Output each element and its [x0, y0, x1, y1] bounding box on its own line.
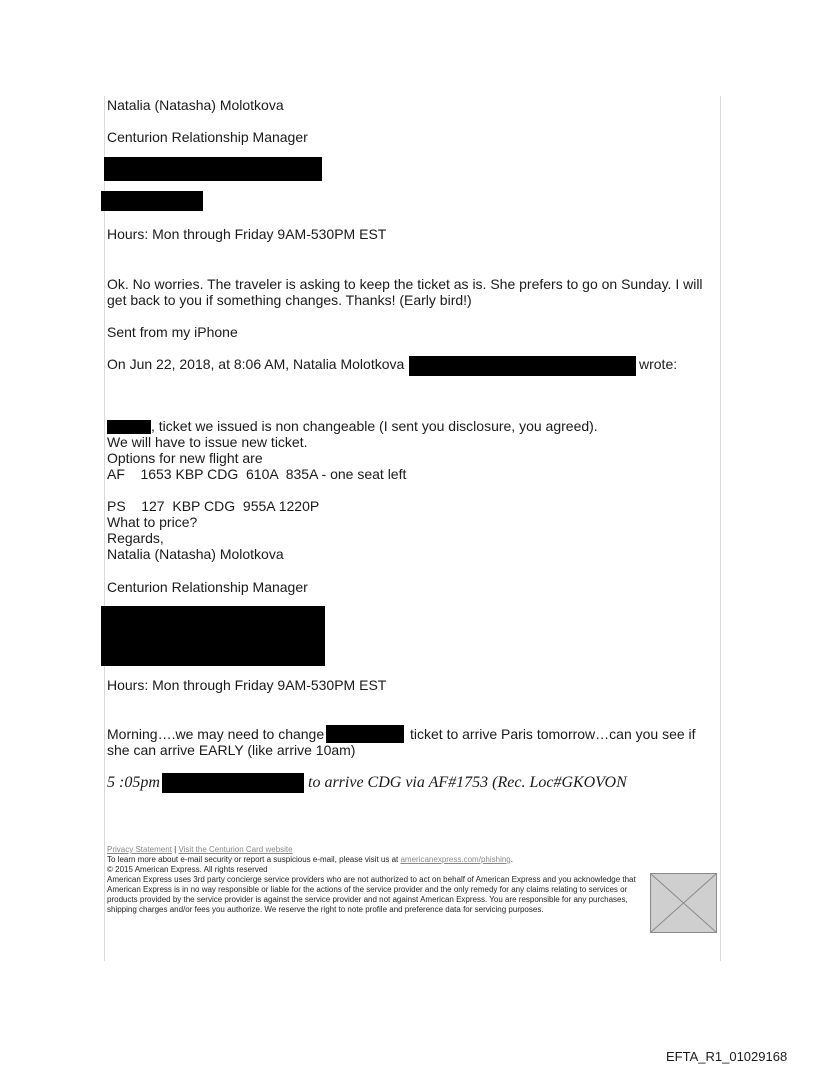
redacted-name	[326, 725, 404, 743]
flight-option-2: PS 127 KBP CDG 955A 1220P	[107, 498, 320, 514]
note-text: to arrive CDG via AF#1753 (Rec. Loc#GKOVON	[308, 774, 627, 791]
signature-hours: Hours: Mon through Friday 9AM-530PM EST	[107, 226, 387, 242]
centurion-website-link[interactable]: Visit the Centurion Card website	[178, 845, 293, 854]
security-text: To learn more about e-mail security or report a suspicious e-mail, please visit us at	[107, 855, 401, 864]
security-period: .	[510, 855, 513, 864]
quoted-line-3: Options for new flight are	[107, 450, 263, 466]
quote-header-post: wrote:	[639, 356, 678, 372]
disclaimer: American Express uses 3rd party concierge service providers who are not authorized to act on behalf of American Express and you acknowledge that American Express is in no way responsible or liable for the actions of the service provider and the only remedy for any claims relating to services or products provided by the service provider is against the service provider and not against American Express. You are responsible for any purchases, shipping charges and/or fees you authorize. We reserve the right to note profile and preference data for servicing purposes.	[107, 875, 636, 914]
redacted-name	[162, 773, 304, 793]
phishing-link[interactable]: americanexpress.com/phishing	[400, 855, 511, 864]
signature-title: Centurion Relationship Manager	[107, 129, 308, 145]
signature-name: Natalia (Natasha) Molotkova	[107, 97, 284, 113]
redaction-block	[104, 157, 322, 181]
quote-header-pre: On Jun 22, 2018, at 8:06 AM, Natalia Molotkova	[107, 356, 405, 372]
reply-line-2: get back to you if something changes. Thanks! (Early bird!)	[107, 292, 472, 308]
reply-line-1: Ok. No worries. The traveler is asking to keep the ticket as is. She prefers to go on Sunday. I will	[107, 276, 703, 292]
broken-image-placeholder	[650, 873, 717, 933]
original-line-1-post: ticket to arrive Paris tomorrow…can you see if	[410, 726, 696, 742]
quoted-line-1: , ticket we issued is non changeable (I sent you disclosure, you agreed).	[151, 418, 598, 434]
redaction-block	[101, 191, 203, 211]
quoted-signature-hours: Hours: Mon through Friday 9AM-530PM EST	[107, 677, 387, 693]
quoted-line-2: We will have to issue new ticket.	[107, 434, 308, 450]
image-placeholder-icon	[651, 874, 716, 932]
quoted-signature-name: Natalia (Natasha) Molotkova	[107, 546, 284, 562]
sent-from: Sent from my iPhone	[107, 324, 238, 340]
quoted-line-7: Regards,	[107, 530, 164, 546]
quoted-line-6: What to price?	[107, 514, 198, 530]
redacted-email	[409, 356, 636, 376]
privacy-statement-link[interactable]: Privacy Statement	[107, 845, 172, 854]
original-line-1-pre: Morning….we may need to change	[107, 726, 325, 742]
original-line-2: she can arrive EARLY (like arrive 10am)	[107, 742, 356, 758]
footer-separator: |	[171, 845, 179, 854]
note-time: 5 :05pm	[107, 774, 160, 791]
redacted-name	[107, 420, 151, 434]
document-id: EFTA_R1_01029168	[666, 1049, 788, 1064]
redaction-block	[101, 606, 325, 666]
copyright: © 2015 American Express. All rights reserved	[107, 865, 268, 874]
email-footer	[107, 845, 652, 915]
quoted-signature-title: Centurion Relationship Manager	[107, 579, 308, 595]
flight-option-1: AF 1653 KBP CDG 610A 835A - one seat left	[107, 466, 407, 482]
